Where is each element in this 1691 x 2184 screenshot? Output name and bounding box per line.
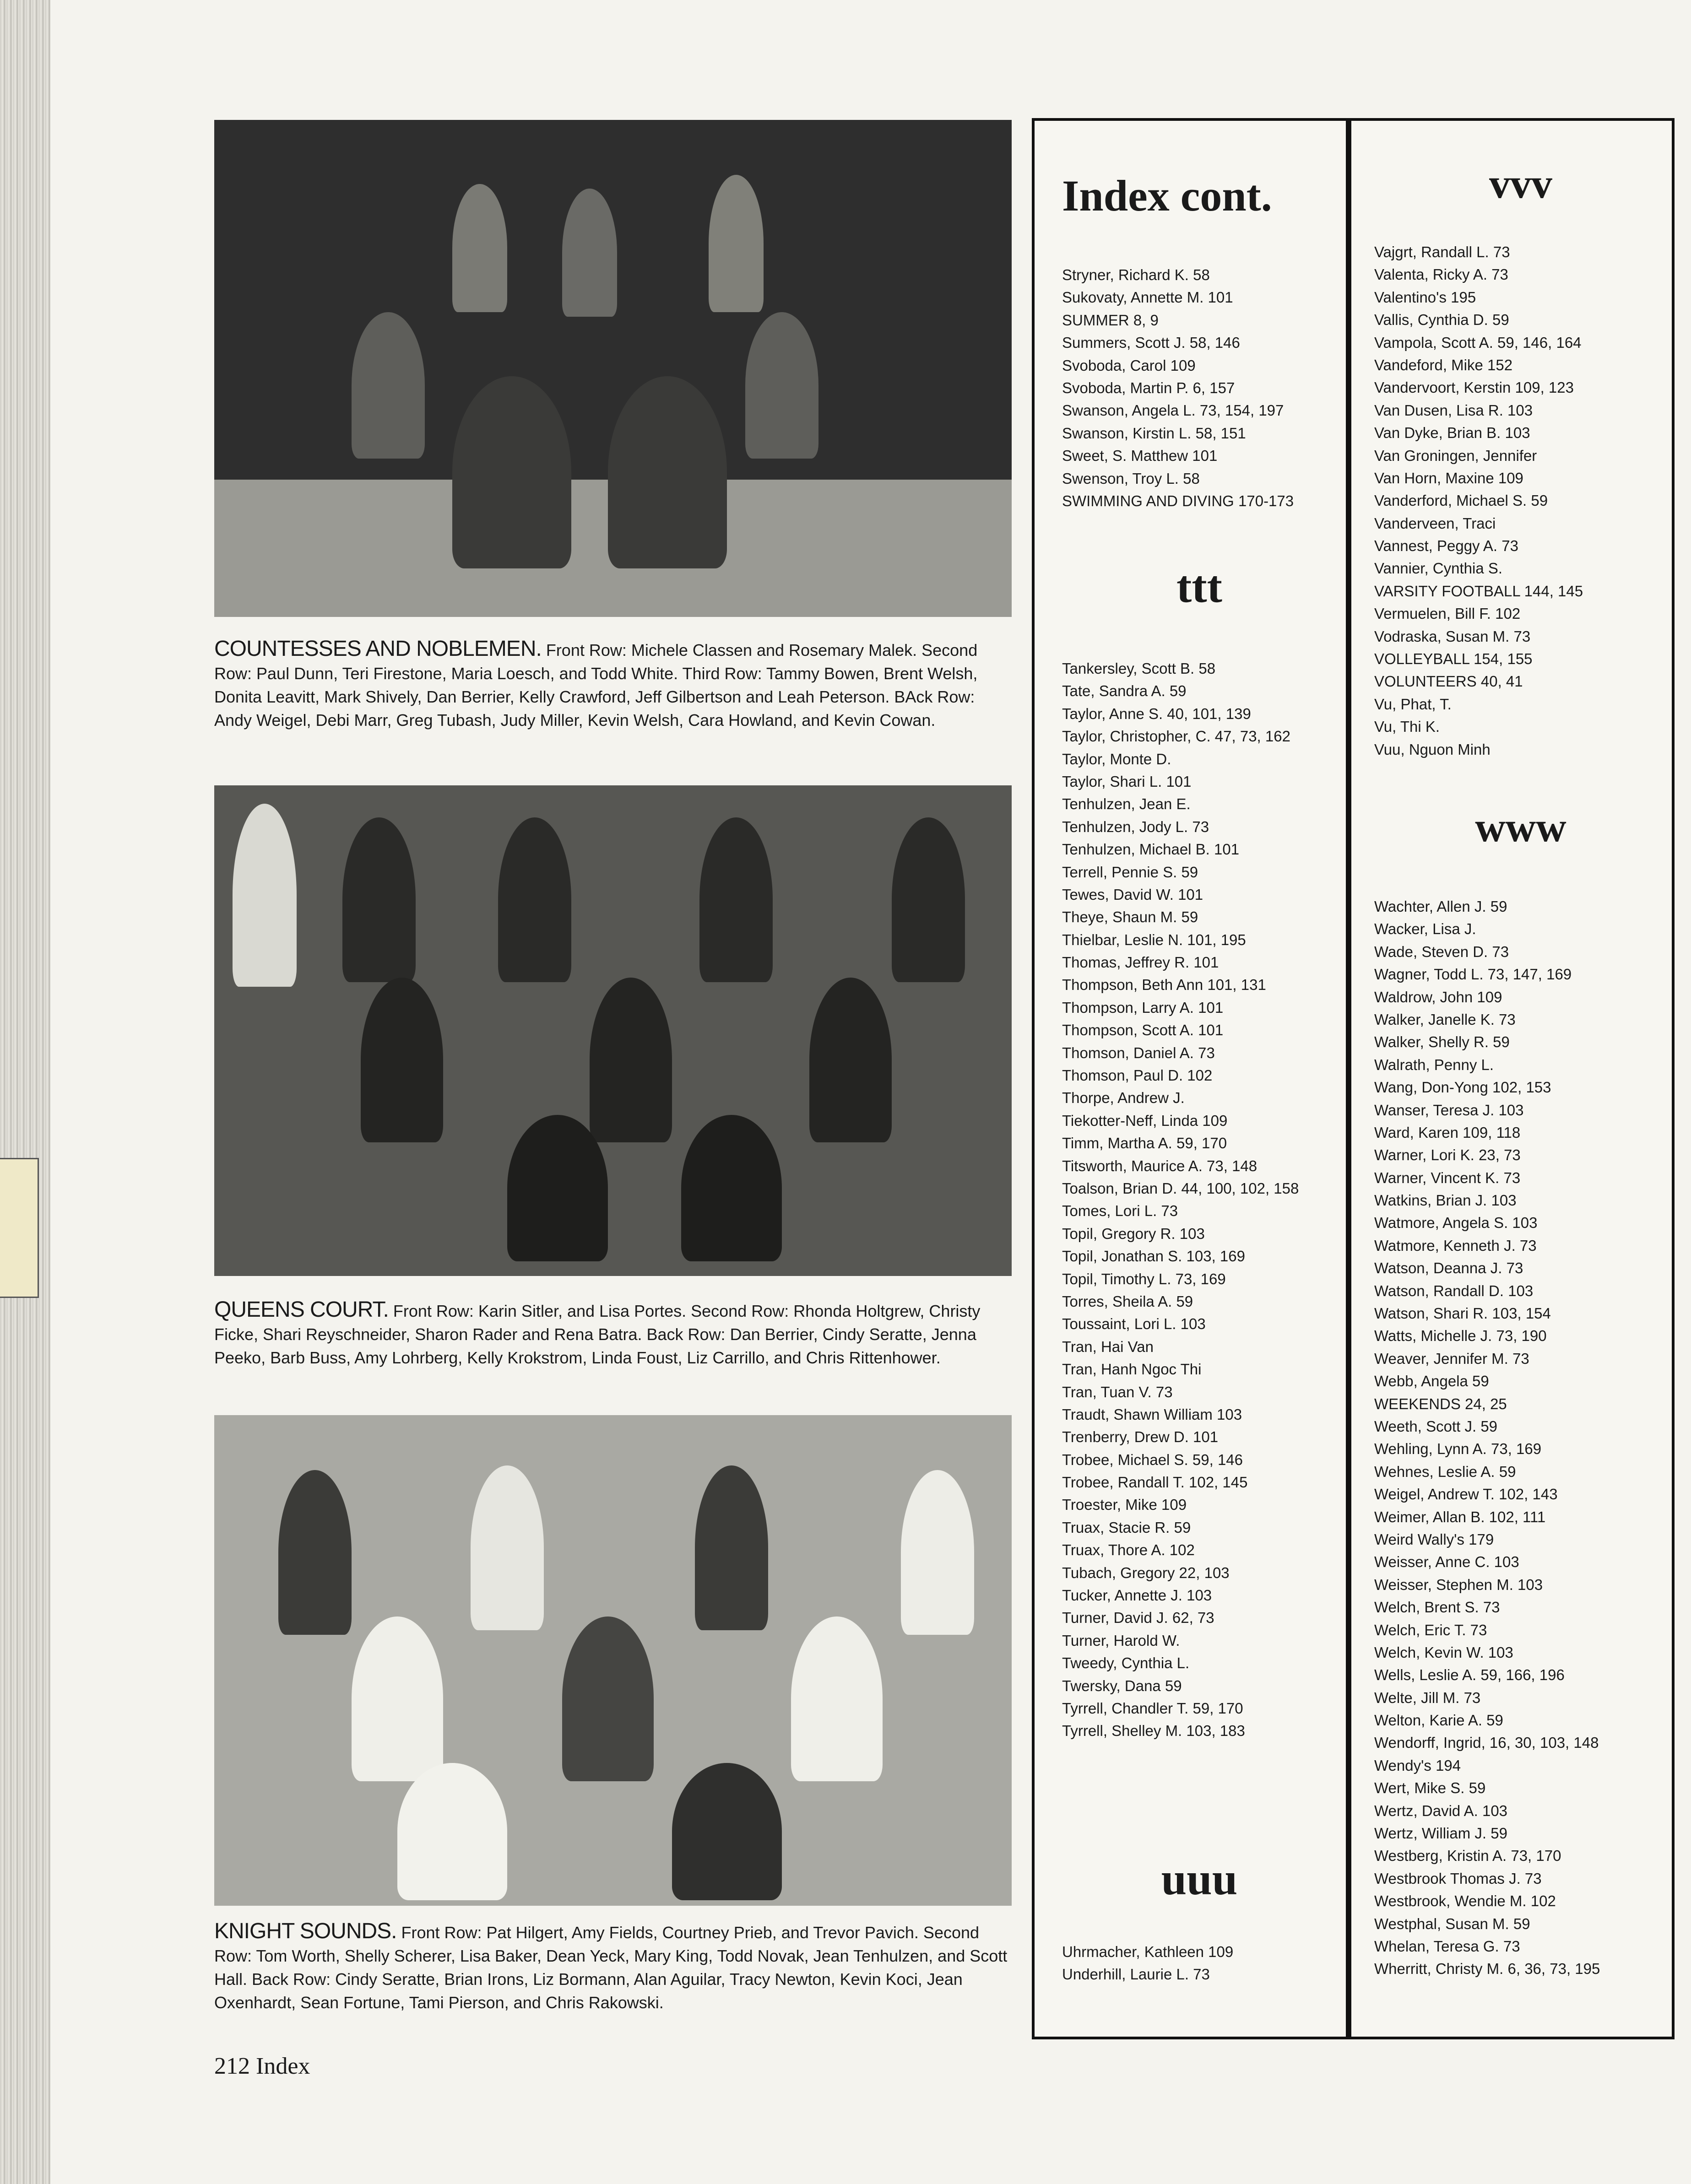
book-page-edges	[0, 0, 50, 2184]
index-entry: Swanson, Angela L. 73, 154, 197	[1062, 402, 1284, 419]
index-entry: Topil, Timothy L. 73, 169	[1062, 1270, 1226, 1287]
index-entry: Weird Wally's 179	[1374, 1530, 1494, 1548]
index-entry: Tenhulzen, Jody L. 73	[1062, 818, 1209, 835]
index-entry: Weisser, Stephen M. 103	[1374, 1576, 1543, 1593]
index-entry: Van Dyke, Brian B. 103	[1374, 424, 1530, 442]
index-entry: Vanderveen, Traci	[1374, 514, 1496, 532]
index-entry: Vajgrt, Randall L. 73	[1374, 243, 1510, 260]
index-entry: Warner, Vincent K. 73	[1374, 1169, 1521, 1186]
index-entry: Walker, Shelly R. 59	[1374, 1033, 1510, 1051]
index-entry: Weisser, Anne C. 103	[1374, 1553, 1519, 1571]
index-entry: Trenberry, Drew D. 101	[1062, 1428, 1219, 1446]
section-heading-w: www	[1475, 804, 1566, 850]
index-entry: Tweedy, Cynthia L.	[1062, 1654, 1190, 1672]
index-entry: Ward, Karen 109, 118	[1374, 1124, 1521, 1141]
index-entry: Wacker, Lisa J.	[1374, 920, 1476, 938]
caption-title: KNIGHT SOUNDS.	[214, 1919, 397, 1943]
group-photo-countesses	[214, 120, 1012, 617]
index-entry: Taylor, Christopher, C. 47, 73, 162	[1062, 728, 1290, 745]
index-entry: Wells, Leslie A. 59, 166, 196	[1374, 1666, 1565, 1684]
index-entry: Trobee, Randall T. 102, 145	[1062, 1474, 1248, 1491]
index-entry: Watmore, Angela S. 103	[1374, 1214, 1538, 1232]
index-entry: Swanson, Kirstin L. 58, 151	[1062, 424, 1246, 442]
index-entry: Wagner, Todd L. 73, 147, 169	[1374, 966, 1572, 983]
index-entry: VARSITY FOOTBALL 144, 145	[1374, 582, 1583, 600]
caption-countesses	[214, 637, 1012, 732]
group-photo-queens-court	[214, 785, 1012, 1276]
index-entry: Thompson, Larry A. 101	[1062, 999, 1224, 1016]
index-entry: Wang, Don-Yong 102, 153	[1374, 1079, 1551, 1096]
index-entry: Wert, Mike S. 59	[1374, 1779, 1486, 1797]
index-entry: Stryner, Richard K. 58	[1062, 266, 1210, 283]
index-entry: Van Groningen, Jennifer	[1374, 447, 1537, 464]
index-entry: Vuu, Nguon Minh	[1374, 741, 1490, 758]
index-entry: Tomes, Lori L. 73	[1062, 1202, 1178, 1220]
index-entry: Van Horn, Maxine 109	[1374, 469, 1523, 487]
caption-queens-court	[214, 1298, 1012, 1369]
index-entry: Terrell, Pennie S. 59	[1062, 863, 1198, 881]
index-entry: Wehnes, Leslie A. 59	[1374, 1463, 1516, 1480]
index-entry: Watson, Randall D. 103	[1374, 1282, 1534, 1299]
s-entries-list	[1062, 264, 1337, 512]
index-entry: Webb, Angela 59	[1374, 1373, 1489, 1390]
w-entries-list	[1374, 895, 1663, 1980]
index-entry: Titsworth, Maurice A. 73, 148	[1062, 1157, 1257, 1174]
index-entry: Truax, Thore A. 102	[1062, 1541, 1195, 1559]
index-entry: SUMMER 8, 9	[1062, 311, 1159, 329]
caption-knight-sounds	[214, 1919, 1012, 2014]
index-entry: Weaver, Jennifer M. 73	[1374, 1350, 1529, 1367]
index-entry: Thomson, Daniel A. 73	[1062, 1044, 1215, 1061]
index-entry: Wertz, William J. 59	[1374, 1825, 1507, 1842]
index-entry: Whelan, Teresa G. 73	[1374, 1937, 1520, 1955]
index-entry: Sukovaty, Annette M. 101	[1062, 289, 1233, 306]
index-entry: Tankersley, Scott B. 58	[1062, 660, 1216, 677]
index-entry: Vannier, Cynthia S.	[1374, 560, 1503, 577]
index-entry: Vanderford, Michael S. 59	[1374, 492, 1548, 509]
index-entry: Welch, Kevin W. 103	[1374, 1643, 1513, 1661]
index-column-right	[1349, 118, 1675, 2039]
index-entry: Topil, Gregory R. 103	[1062, 1225, 1205, 1242]
section-heading-t: ttt	[1176, 561, 1222, 612]
index-entry: Thompson, Beth Ann 101, 131	[1062, 976, 1266, 994]
index-entry: Tewes, David W. 101	[1062, 886, 1203, 903]
section-heading-u: uuu	[1161, 1854, 1238, 1904]
index-entry: Theye, Shaun M. 59	[1062, 908, 1198, 926]
index-entry: Turner, David J. 62, 73	[1062, 1609, 1214, 1627]
index-entry: Tenhulzen, Michael B. 101	[1062, 841, 1240, 858]
index-entry: Westphal, Susan M. 59	[1374, 1915, 1530, 1932]
index-entry: Wherritt, Christy M. 6, 36, 73, 195	[1374, 1960, 1600, 1978]
index-entry: Vu, Phat, T.	[1374, 695, 1452, 713]
index-entry: Tate, Sandra A. 59	[1062, 682, 1187, 700]
index-entry: Wendy's 194	[1374, 1757, 1461, 1774]
index-entry: Tenhulzen, Jean E.	[1062, 795, 1191, 813]
index-entry: Torres, Sheila A. 59	[1062, 1292, 1193, 1310]
index-entry: Vandeford, Mike 152	[1374, 356, 1513, 373]
v-entries-list	[1374, 241, 1663, 761]
index-entry: Trobee, Michael S. 59, 146	[1062, 1451, 1243, 1468]
index-entry: Wachter, Allen J. 59	[1374, 898, 1507, 915]
caption-text: Front Row: Pat Hilgert, Amy Fields, Courtney Prieb, and Trevor Pavich. Second Row: Tom Worth, Shelly Scherer, Lisa Baker, Dean Yeck, Mary King, Todd Novak, Jean Tenhulzen, and Scott Hall. Back Row: Cindy Seratte, Brian Irons, Liz Bormann, Alan Aguilar, Tracy Newton, Kevin Koci, Jean Oxenhardt, Sean Fortune, Tami Pierson, and Chris Rakowski.	[214, 1923, 1008, 2012]
index-entry: Wendorff, Ingrid, 16, 30, 103, 148	[1374, 1734, 1599, 1752]
index-entry: Sweet, S. Matthew 101	[1062, 447, 1218, 465]
index-entry: Twersky, Dana 59	[1062, 1677, 1182, 1694]
index-entry: VOLUNTEERS 40, 41	[1374, 673, 1523, 690]
index-entry: Thomas, Jeffrey R. 101	[1062, 954, 1219, 971]
index-entry: Thompson, Scott A. 101	[1062, 1022, 1224, 1039]
caption-title: COUNTESSES AND NOBLEMEN.	[214, 637, 542, 661]
index-entry: Westbrook, Wendie M. 102	[1374, 1892, 1556, 1910]
index-entry: Watts, Michelle J. 73, 190	[1374, 1327, 1547, 1345]
index-entry: Watmore, Kenneth J. 73	[1374, 1237, 1537, 1254]
index-entry: Tubach, Gregory 22, 103	[1062, 1564, 1230, 1581]
index-entry: Tyrrell, Shelley M. 103, 183	[1062, 1722, 1245, 1740]
index-entry: Wade, Steven D. 73	[1374, 943, 1509, 960]
index-entry: Wertz, David A. 103	[1374, 1802, 1508, 1819]
caption-text: Front Row: Michele Classen and Rosemary Malek. Second Row: Paul Dunn, Teri Firestone, Maria Loesch, and Todd White. Third Row: Tammy Bowen, Brent Welsh, Donita Leavitt, Mark Shively, Dan Berrier, Kelly Crawford, Jeff Gilbertson and Leah Peterson. BAck Row: Andy Weigel, Debi Marr, Greg Tubash, Judy Miller, Kevin Welsh, Cara Howland, and Kevin Cowan.	[214, 641, 978, 730]
index-entry: Summers, Scott J. 58, 146	[1062, 334, 1240, 351]
index-entry: Vermuelen, Bill F. 102	[1374, 605, 1521, 622]
index-entry: Walker, Janelle K. 73	[1374, 1011, 1516, 1028]
index-entry: Toalson, Brian D. 44, 100, 102, 158	[1062, 1179, 1299, 1197]
index-entry: Svoboda, Martin P. 6, 157	[1062, 379, 1235, 396]
index-entry: Taylor, Shari L. 101	[1062, 773, 1192, 790]
index-entry: Welton, Karie A. 59	[1374, 1712, 1503, 1729]
index-entry: Vodraska, Susan M. 73	[1374, 627, 1531, 645]
group-photo-knight-sounds	[214, 1415, 1012, 1906]
index-entry: Vandervoort, Kerstin 109, 123	[1374, 379, 1574, 396]
index-entry: Thomson, Paul D. 102	[1062, 1067, 1213, 1084]
caption-text: Front Row: Karin Sitler, and Lisa Portes. Second Row: Rhonda Holtgrew, Christy Ficke, Shari Reyschneider, Sharon Rader and Rena Batra. Back Row: Dan Berrier, Cindy Seratte, Jenna Peeko, Barb Buss, Amy Lohrberg, Kelly Krokstrom, Linda Foust, Liz Carrillo, and Chris Rittenhower.	[214, 1302, 981, 1367]
index-entry: Thorpe, Andrew J.	[1062, 1089, 1185, 1107]
index-entry: Wehling, Lynn A. 73, 169	[1374, 1440, 1542, 1458]
index-entry: Welch, Eric T. 73	[1374, 1621, 1487, 1638]
index-entry: Weeth, Scott J. 59	[1374, 1417, 1498, 1435]
index-entry: Valentino's 195	[1374, 288, 1476, 306]
index-entry: Tyrrell, Chandler T. 59, 170	[1062, 1699, 1243, 1717]
page-folio: 212 Index	[214, 2053, 310, 2079]
u-entries-list	[1062, 1941, 1337, 1986]
index-entry: Tran, Hanh Ngoc Thi	[1062, 1361, 1202, 1378]
index-entry: Truax, Stacie R. 59	[1062, 1519, 1191, 1536]
index-entry: SWIMMING AND DIVING 170-173	[1062, 492, 1294, 509]
index-entry: Vannest, Peggy A. 73	[1374, 537, 1518, 555]
index-entry: Westberg, Kristin A. 73, 170	[1374, 1847, 1561, 1865]
index-entry: Waldrow, John 109	[1374, 988, 1502, 1006]
index-entry: Tiekotter-Neff, Linda 109	[1062, 1112, 1228, 1129]
index-entry: Watkins, Brian J. 103	[1374, 1192, 1517, 1209]
index-entry: Thielbar, Leslie N. 101, 195	[1062, 931, 1246, 948]
index-entry: Traudt, Shawn William 103	[1062, 1406, 1242, 1423]
index-entry: Swenson, Troy L. 58	[1062, 470, 1200, 487]
index-entry: Van Dusen, Lisa R. 103	[1374, 401, 1533, 419]
index-entry: Timm, Martha A. 59, 170	[1062, 1135, 1227, 1152]
index-entry: Troester, Mike 109	[1062, 1496, 1187, 1514]
index-entry: Vallis, Cynthia D. 59	[1374, 311, 1509, 329]
index-entry: VOLLEYBALL 154, 155	[1374, 650, 1533, 668]
index-entry: Tran, Tuan V. 73	[1062, 1383, 1173, 1400]
index-entry: Taylor, Anne S. 40, 101, 139	[1062, 705, 1251, 722]
index-title: Index cont.	[1062, 171, 1272, 220]
caption-title: QUEENS COURT.	[214, 1297, 389, 1322]
index-entry: Wanser, Teresa J. 103	[1374, 1101, 1524, 1119]
index-entry: Uhrmacher, Kathleen 109	[1062, 1943, 1234, 1960]
index-entry: Toussaint, Lori L. 103	[1062, 1315, 1206, 1333]
index-entry: Welch, Brent S. 73	[1374, 1599, 1500, 1616]
index-entry: Weigel, Andrew T. 102, 143	[1374, 1486, 1558, 1503]
index-entry: Taylor, Monte D.	[1062, 750, 1171, 768]
index-entry: Topil, Jonathan S. 103, 169	[1062, 1248, 1245, 1265]
index-entry: Underhill, Laurie L. 73	[1062, 1966, 1210, 1983]
index-entry: Vu, Thi K.	[1374, 718, 1440, 735]
index-entry: Turner, Harold W.	[1062, 1632, 1180, 1649]
index-entry: Walrath, Penny L.	[1374, 1056, 1494, 1073]
t-entries-list	[1062, 657, 1337, 1742]
section-heading-v: vvv	[1489, 160, 1552, 207]
index-entry: WEEKENDS 24, 25	[1374, 1395, 1507, 1412]
index-entry: Tran, Hai Van	[1062, 1338, 1154, 1355]
index-entry: Weimer, Allan B. 102, 111	[1374, 1508, 1546, 1525]
index-entry: Valenta, Ricky A. 73	[1374, 266, 1508, 283]
index-entry: Svoboda, Carol 109	[1062, 357, 1196, 374]
index-entry: Watson, Deanna J. 73	[1374, 1260, 1523, 1277]
index-entry: Tucker, Annette J. 103	[1062, 1587, 1212, 1604]
index-column-left	[1032, 118, 1349, 2039]
index-entry: Welte, Jill M. 73	[1374, 1689, 1481, 1706]
index-tab	[0, 1158, 39, 1298]
index-entry: Watson, Shari R. 103, 154	[1374, 1305, 1551, 1322]
index-entry: Westbrook Thomas J. 73	[1374, 1870, 1542, 1887]
index-entry: Warner, Lori K. 23, 73	[1374, 1146, 1521, 1164]
index-entry: Vampola, Scott A. 59, 146, 164	[1374, 334, 1582, 351]
